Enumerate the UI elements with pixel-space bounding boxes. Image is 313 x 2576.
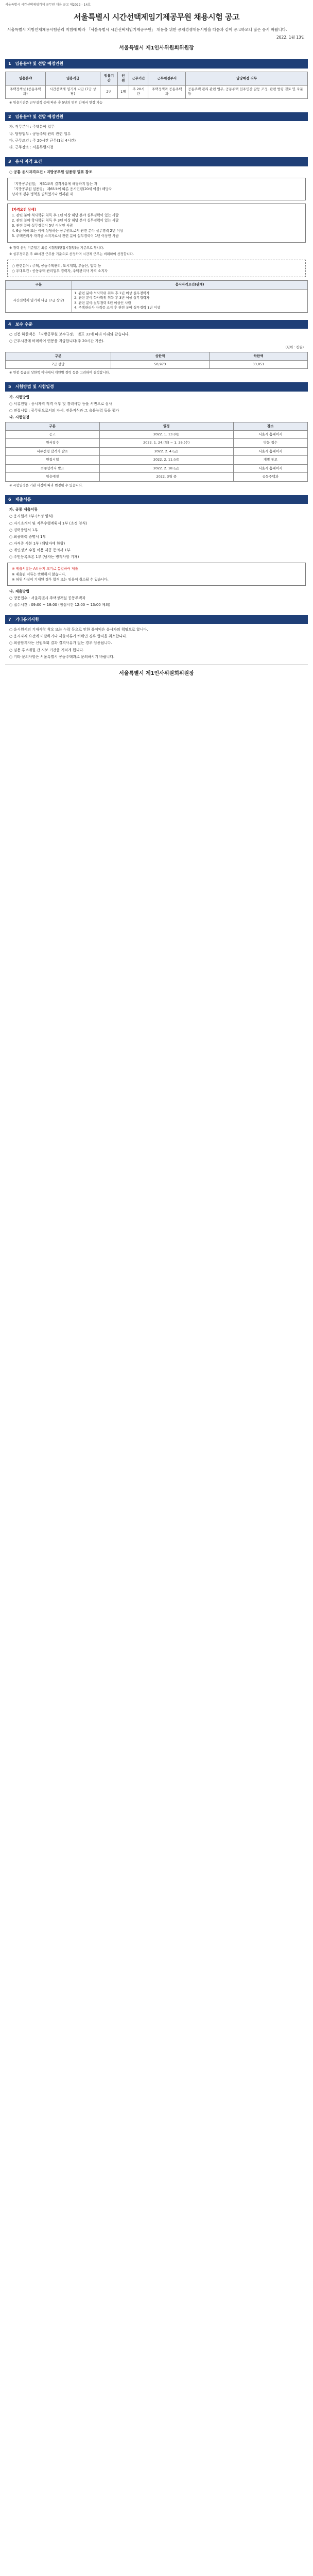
eligibility-table: 구분 응시자격요건(관계) 시간선택제 임기제 나급 (7급 상당) 1. 관련 분야 석사학위 취득 후 1년 이상 실무경력자 2. 관련 분야 학사학위 취득 후 3년 이상 실무경력자 3. 관련 분야 실무경력 5년 이상인 사람 4. 주택관리사 자격증 소지 후 관련 분야 실무경력 1년 이상	[5, 280, 308, 312]
list-item: ○ 경력증명서 1부	[9, 528, 38, 532]
subsection-title: 나. 제출방법	[9, 589, 29, 594]
qualification-title: [자격요건 상세]	[12, 208, 36, 212]
positions-table: 임용분야 임용직급 임용기간 인원 근무기간 근무예정부서 담당예정 직무 주택정책실 (공동주택과) 시간선택제 임기제 나급 (7급 상당) 2년 1명 주 20시간 주택정책과 공동주택과 공동주택 관리 관련 업무, 공동주택 입주민간 갈등 조정, 관련 법령 검토 및 자문 등	[5, 72, 308, 99]
schedule-table: 구분 일정 장소 공고 2022. 1. 13.(목) 서울시 홈페이지 원서접수 2022. 1. 24.(월) ~ 1. 26.(수) 방문 접수 서류전형 합격자 발표 2022. 2. 4.(금) 서울시 홈페이지 면접시험 2022. 2. 11.(금) 개별 통보 최종합격자 발표 2022. 2. 18.(금) 서울시 홈페이지 임용예정 2022. 3월 중 공동주택과	[5, 422, 308, 482]
list-item: 다. 근무조건 : 주 20시간 근무(1일 4시간)	[9, 138, 76, 143]
table-row: 공고 2022. 1. 13.(목) 서울시 홈페이지	[6, 431, 308, 439]
related-field-box	[7, 260, 306, 277]
document-number: 서울특별시 시간선택제임기제 공무원 채용 공고 제2022 - 14호	[5, 3, 91, 7]
list-item: ○ 방문접수 : 서울특별시 주택정책실 공동주택과	[9, 596, 86, 601]
footer-organization: 서울특별시 제1인사위원회위원장	[119, 670, 194, 676]
qualification-box	[7, 204, 306, 242]
list-item: 나. 담당업무 : 공동주택 관리 관련 업무	[9, 131, 71, 136]
salary-table: 구분 상한액 하한액 7급 상당 50,973 33,851	[5, 352, 308, 369]
list-item: ○ 최종학력 증명서 1부	[9, 534, 46, 539]
list-item: 「지방공무원 임용령」 제65조에 따른 응시연령(20세 이상) 해당자	[12, 187, 112, 191]
section-1-note: ※ 임용기간은 근무실적 등에 따라 총 5년의 범위 안에서 연장 가능	[9, 100, 103, 105]
table-row: 임용예정 2022. 3월 중 공동주택과	[6, 473, 308, 481]
subsection-title: 가. 공통 제출서류	[9, 507, 38, 512]
list-item: ○ 근무시간에 비례하여 연봉을 지급합니다(주 20시간 기준).	[9, 339, 105, 344]
list-item: ○ 연봉 하한액은 「지방공무원 보수규정」 별표 33에 따라 아래와 같습니다.	[9, 332, 130, 337]
note: ※ 시험일정은 기관 사정에 따라 변경될 수 있습니다.	[9, 483, 83, 487]
list-item: ※ 제출서류는 A4 용지 크기로 통일하여 제출	[12, 567, 78, 571]
note: ※ 실무경력은 주 40시간 근무를 기준으로 산정하며 시간제 근무는 비례하여 산정합니다.	[9, 252, 134, 256]
list-item: 라. 근무장소 : 서울특별시청	[9, 145, 54, 149]
section-3-header: 3 응시 자격 요건	[5, 157, 308, 166]
list-item: ○ 주민등록초본 1부 (남자는 병적사항 기재)	[9, 555, 79, 560]
table-row: 7급 상당 50,973 33,851	[6, 360, 308, 368]
list-item: ○ 임용 후 6개월 간 시보 기간을 거치게 됩니다.	[9, 648, 84, 652]
list-item: ○ 관련분야 : 주택, 공동주택관리, 도시계획, 부동산, 법학 등	[12, 263, 101, 268]
unit-label: (단위 : 천원)	[285, 346, 304, 350]
list-item: ○ 응시원서 1부 (소정 양식)	[9, 514, 54, 519]
document-page	[5, 0, 308, 677]
page-title: 서울특별시 시간선택제임기제공무원 채용시험 공고	[74, 12, 239, 22]
table-row: 주택정책실 (공동주택과) 시간선택제 임기제 나급 (7급 상당) 2년 1명 주 20시간 주택정책과 공동주택과 공동주택 관리 관련 업무, 공동주택 입주민간 갈등 조정, 관련 법령 검토 및 자문 등	[6, 85, 308, 98]
list-item: ○ 접수시간 : 09:00 ~ 18:00 (점심시간 12:00 ~ 13:00 제외)	[9, 603, 111, 607]
table-row: 서류전형 합격자 발표 2022. 2. 4.(금) 서울시 홈페이지	[6, 447, 308, 455]
table-row: 면접시험 2022. 2. 11.(금) 개별 통보	[6, 456, 308, 464]
list-item: 「지방공무원법」 제31조의 결격사유에 해당하지 않는 자	[12, 181, 97, 186]
section-1-header: 1 임용분야 및 선발 예정인원	[5, 59, 308, 69]
list-item: 남자의 경우 병역을 필하였거나 면제된 자	[12, 192, 73, 197]
list-item: ○ 응시원서의 기재사항 착오 또는 누락 등으로 인한 불이익은 응시자의 책임으로 합니다.	[9, 628, 148, 632]
list-item: 4. 6급 이하 또는 이에 상당하는 공무원으로서 관련 분야 실무경력 2년 이상	[12, 229, 124, 233]
list-item: ○ 서류전형 : 응시자격 적격 여부 및 경력사항 등을 서면으로 심사	[9, 402, 112, 406]
list-item: ○ 개인정보 수집 이용 제공 동의서 1부	[9, 548, 71, 553]
submission-note-box	[7, 563, 306, 586]
announcement-date: 2022. 1월 13일	[276, 35, 305, 40]
list-item: ○ 자격증 사본 1부 (해당자에 한함)	[9, 541, 65, 546]
section-7-header: 7 기타유의사항	[5, 615, 308, 624]
section-6-header: 6 제출서류	[5, 495, 308, 504]
list-item: ○ 우대요건 : 공동주택 관리업무 경력자, 주택관리사 자격 소지자	[12, 269, 108, 274]
list-item: 5. 주택관리사 자격증 소지자로서 관련 분야 실무경력이 1년 이상인 사람	[12, 234, 119, 239]
eligibility-intro: ○ 공통 응시자격요건 : 지방공무원 임용령 별표 참조	[9, 170, 93, 174]
table-row: 최종합격자 발표 2022. 2. 18.(금) 서울시 홈페이지	[6, 464, 308, 472]
list-item: 2. 관련 분야 학사학위 취득 후 3년 이상 해당 분야 실무경력이 있는 사람	[12, 218, 119, 223]
subsection-title: 가. 시험방법	[9, 395, 29, 400]
section-2-header: 2 임용분야 및 선발 예정인원	[5, 112, 308, 122]
lead-paragraph: 서울특별시 지방인재채용시험관리 지침에 따라 「서울특별시 시간선택제임기제공무원」 채용을 위한 공개경쟁채용시험을 다음과 같이 공고하오니 많은 응시 바랍니다.	[7, 27, 287, 32]
table-row: 시간선택제 임기제 나급 (7급 상당) 1. 관련 분야 석사학위 취득 후 1년 이상 실무경력자 2. 관련 분야 학사학위 취득 후 3년 이상 실무경력자 3. 관련 분야 실무경력 5년 이상인 사람 4. 주택관리사 자격증 소지 후 관련 분야 실무경력 1년 이상	[6, 289, 308, 312]
section-5-header: 5 시험방법 및 시험일정	[5, 382, 308, 392]
issuing-organization: 서울특별시 제1인사위원회위원장	[119, 45, 194, 51]
list-item: 3. 관련 분야 실무경력이 5년 이상인 사람	[12, 224, 73, 228]
eligibility-box	[7, 178, 306, 201]
list-item: ○ 자기소개서 및 직무수행계획서 1부 (소정 양식)	[9, 521, 88, 526]
list-item: ※ 허위 사실이 기재된 경우 합격 또는 임용이 취소될 수 있습니다.	[12, 577, 109, 582]
subsection-title: 나. 시험일정	[9, 415, 29, 420]
list-item: ○ 최종합격자는 신원조회 결과 결격사유가 없는 경우 임용됩니다.	[9, 641, 112, 646]
section-4-header: 4 보수 수준	[5, 320, 308, 329]
note: ※ 연봉 등급별 상한액 이내에서 개인별 경력 등을 고려하여 결정합니다.	[9, 371, 110, 375]
list-item: 1. 관련 분야 석사학위 취득 후 1년 이상 해당 분야 실무경력이 있는 사람	[12, 213, 119, 217]
table-row: 원서접수 2022. 1. 24.(월) ~ 1. 26.(수) 방문 접수	[6, 439, 308, 447]
list-item: ○ 면접시험 : 공무원으로서의 자세, 전문지식과 그 응용능력 등을 평가	[9, 409, 119, 413]
list-item: ※ 제출된 서류는 반환하지 않습니다.	[12, 572, 66, 577]
list-item: ○ 기타 문의사항은 서울특별시 공동주택과로 문의하시기 바랍니다.	[9, 654, 115, 659]
list-item: ○ 응시자격 요건에 미달하거나 제출서류가 허위인 경우 합격을 취소합니다.	[9, 634, 127, 639]
note: ※ 경력 산정 기준일은 최종 시험일(면접시험일)을 기준으로 합니다.	[9, 246, 105, 250]
list-item: 가. 직무분야 : 주택분야 업무	[9, 125, 55, 129]
